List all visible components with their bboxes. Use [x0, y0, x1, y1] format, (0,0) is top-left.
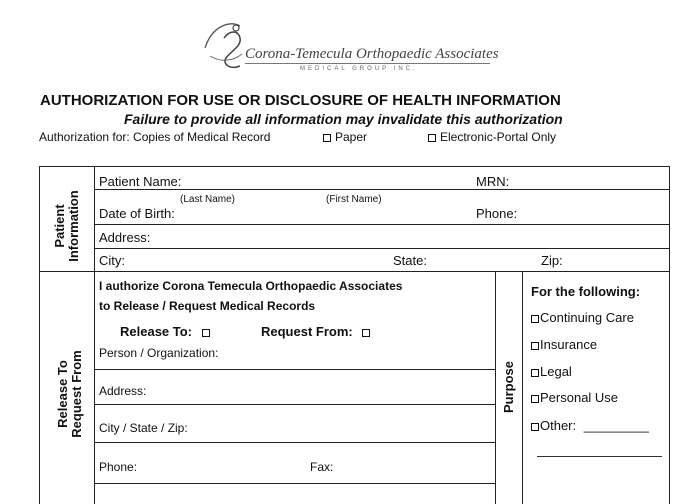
row-line — [94, 224, 670, 225]
release-section-heading: Release To Request From — [55, 350, 84, 438]
authorize-line1: I authorize Corona Temecula Orthopaedic Associates — [99, 279, 403, 293]
row-line — [94, 483, 495, 484]
column-divider — [94, 166, 95, 504]
personal-use-checkbox[interactable] — [531, 395, 539, 403]
address-label: Address: — [99, 230, 151, 245]
row-line — [94, 404, 495, 405]
row-line — [94, 369, 495, 370]
portal-checkbox[interactable] — [428, 134, 436, 142]
zip-label: Zip: — [541, 253, 563, 268]
paper-checkbox[interactable] — [323, 134, 331, 142]
section-divider — [39, 271, 670, 272]
other-blank[interactable]: _________ — [583, 418, 649, 433]
first-name-hint: (First Name) — [326, 194, 382, 205]
other-second-line[interactable] — [537, 456, 662, 457]
logo-underline — [245, 63, 490, 64]
release-to-label: Release To: — [120, 324, 193, 339]
continuing-care-checkbox[interactable] — [531, 315, 539, 323]
paper-label: Paper — [335, 130, 368, 144]
city-state-zip-label: City / State / Zip: — [99, 421, 188, 435]
request-from-label: Request From: — [261, 324, 353, 339]
release-to-option[interactable] — [120, 324, 214, 339]
table-top-border — [39, 166, 670, 167]
last-name-hint: (Last Name) — [180, 194, 236, 205]
purpose-divider — [522, 271, 523, 504]
row-line — [94, 442, 495, 443]
row-line — [94, 189, 670, 190]
legal-checkbox[interactable] — [531, 369, 539, 377]
phone-label: Phone: — [476, 206, 518, 221]
portal-option[interactable] — [428, 130, 556, 144]
portal-label: Electronic-Portal Only — [440, 130, 557, 144]
authorize-line2: to Release / Request Medical Records — [99, 299, 316, 313]
fax-label: Fax: — [310, 460, 334, 474]
request-from-checkbox[interactable] — [362, 329, 370, 337]
purpose-personal-use[interactable]: Personal Use — [531, 390, 618, 405]
form-warning: Failure to provide all information may invalidate this authorization — [124, 111, 563, 127]
table-right-border — [669, 166, 670, 504]
release-phone-label: Phone: — [99, 460, 138, 474]
for-following-label: For the following: — [531, 284, 641, 299]
patient-section-heading: Patient Information — [52, 190, 81, 262]
form-title: AUTHORIZATION FOR USE OR DISCLOSURE OF HEALTH INFORMATION — [40, 92, 561, 109]
row-line — [94, 248, 670, 249]
purpose-divider — [495, 271, 496, 504]
paper-option[interactable] — [323, 130, 367, 144]
other-checkbox[interactable] — [531, 423, 539, 431]
person-org-label: Person / Organization: — [99, 346, 219, 360]
insurance-checkbox[interactable] — [531, 342, 539, 350]
logo-subtitle: MEDICAL GROUP INC. — [300, 66, 418, 72]
city-label: City: — [99, 253, 125, 268]
patient-name-label: Patient Name: — [99, 174, 182, 189]
mrn-label: MRN: — [476, 174, 510, 189]
purpose-insurance[interactable]: Insurance — [531, 337, 597, 352]
logo-name: Corona-Temecula Orthopaedic Associates — [245, 46, 499, 62]
state-label: State: — [393, 253, 427, 268]
purpose-other[interactable]: Other: _________ — [531, 418, 649, 433]
authorization-for-label: Authorization for: Copies of Medical Record — [39, 130, 271, 144]
dob-label: Date of Birth: — [99, 206, 175, 221]
release-address-label: Address: — [99, 384, 147, 398]
release-to-checkbox[interactable] — [202, 329, 210, 337]
purpose-legal[interactable]: Legal — [531, 364, 572, 379]
request-from-option[interactable] — [261, 324, 374, 339]
purpose-heading: Purpose — [501, 361, 516, 414]
purpose-continuing-care[interactable]: Continuing Care — [531, 310, 634, 325]
table-left-border — [39, 166, 40, 504]
